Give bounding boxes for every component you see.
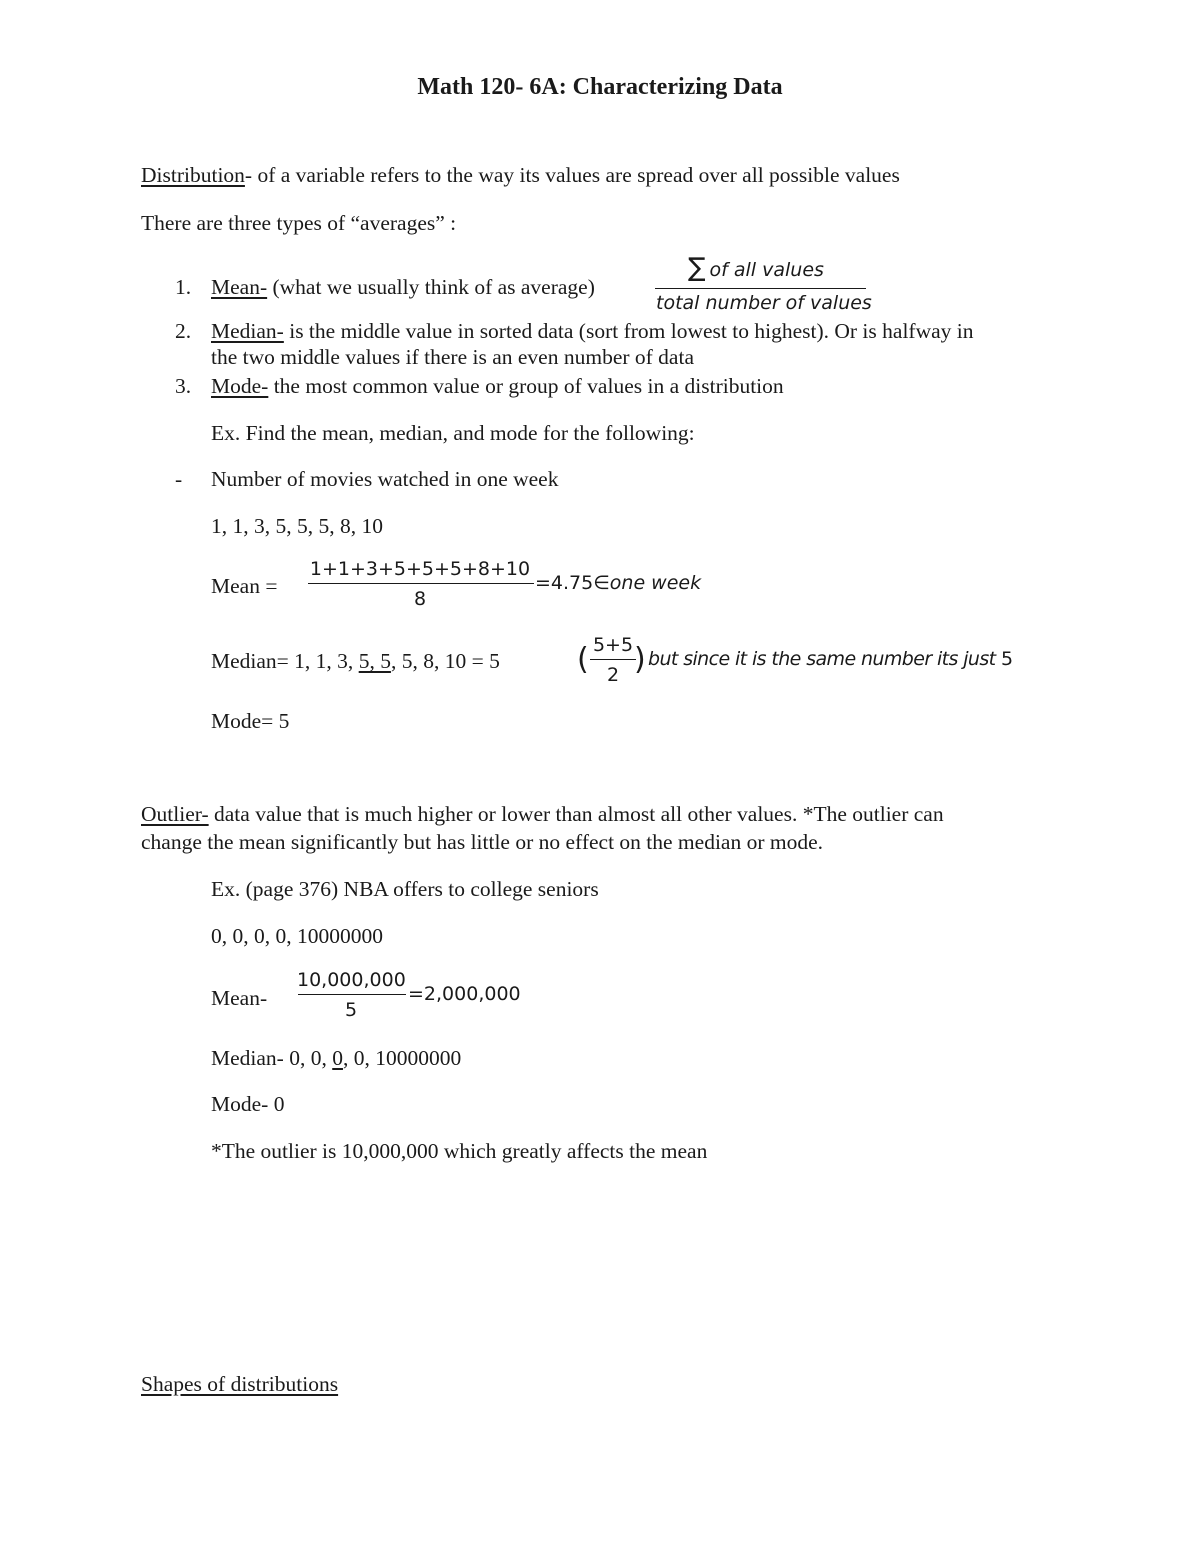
example1-median-note-value: 5 [1000,648,1013,670]
example1-data: 1, 1, 3, 5, 5, 5, 8, 10 [211,514,383,538]
mode-text: the most common value or group of values in a distribution [268,374,784,398]
example2-mean-result: =2,000,000 [408,983,521,1005]
example2-median [211,1045,461,1071]
list-number-1: 1. [175,275,192,299]
example1-median-middle: 5, 5 [358,649,391,673]
mean-term: Mean- [211,275,268,299]
example1-median-frac-den-text: 2 [606,664,620,686]
list-item-mode [211,373,784,399]
example2-mean-denominator [297,999,405,1021]
example1-mean-denominator-text: 8 [413,588,427,610]
example1-median-note [648,648,1012,670]
example2-data: 0, 0, 0, 0, 10000000 [211,924,383,948]
example1-mean-result-value: =4.75∈ [535,572,610,594]
sigma-symbol: ∑ [688,253,706,283]
example1-median-label: Median= 1, 1, 3, [211,649,359,673]
outlier-definition-line2: change the mean significantly but has little or no effect on the median or mode. [141,830,824,854]
median-text-line2: the two middle values if there is an even number of data [211,345,694,369]
example2-mean-numerator [297,969,405,991]
example2-note: *The outlier is 10,000,000 which greatly affects the mean [211,1139,708,1163]
example2-median-post: , 0, 10000000 [342,1046,462,1070]
example2-mean-numerator-text: 10,000,000 [297,969,406,991]
mode-term: Mode- [211,374,269,398]
list-number-3: 3. [175,374,192,398]
example1-median-frac-den [589,664,637,686]
list-number-2: 2. [175,319,192,343]
example1-mean-numerator [308,558,532,580]
example1-mode: Mode= 5 [211,709,290,733]
example1-median-rest: , 5, 8, 10 = 5 [390,649,500,673]
mean-formula-denominator: total number of values [656,292,872,314]
example1-median-frac-num-text: 5+5 [592,634,634,656]
distribution-definition [141,162,900,188]
outlier-text: data value that is much higher or lower than almost all other values. *The outlier can [208,802,944,826]
example1-median-frac-num [589,634,637,656]
example1-median-frac-bar [590,659,636,660]
list-item-median [211,318,974,344]
example1-median-note-text: but since it is the same number its just [648,648,996,670]
example1-mean-result-unit: one week [609,572,702,594]
example1-prompt: Ex. Find the mean, median, and mode for the following: [211,421,695,445]
example1-mean-numerator-text: 1+1+3+5+5+5+8+10 [309,558,531,580]
outlier-term: Outlier- [141,802,209,826]
example2-mean-fraction-bar [298,994,406,995]
mean-formula-fraction-bar [655,288,866,289]
example1-mean-label: Mean = [211,574,278,598]
example2-mean-denominator-text: 5 [344,999,358,1021]
example1-median [211,648,500,674]
left-paren: ( [577,642,589,677]
example1-bullet: - [175,467,183,491]
right-paren: ) [634,642,646,677]
example2-median-middle: 0 [332,1046,343,1070]
page-title: Math 120- 6A: Characterizing Data [417,74,783,100]
averages-intro: There are three types of “averages” : [141,211,457,235]
example1-mean-denominator [308,588,532,610]
example2-mean-label: Mean- [211,986,268,1010]
mean-formula-numerator-text: of all values [709,259,824,281]
outlier-definition [141,801,944,827]
list-item-mean [211,274,595,300]
example1-mean-result [535,572,701,594]
mean-text: (what we usually think of as average) [267,275,595,299]
example2-mode: Mode- 0 [211,1092,285,1116]
example2-median-pre: Median- 0, 0, [211,1046,333,1070]
shapes-heading: Shapes of distributions [141,1372,339,1396]
median-text: is the middle value in sorted data (sort from lowest to highest). Or is halfway in [283,319,974,343]
distribution-text: - of a variable refers to the way its values are spread over all possible values [244,163,900,187]
example1-subject: Number of movies watched in one week [211,467,559,491]
example2-prompt: Ex. (page 376) NBA offers to college seniors [211,877,599,901]
mean-formula-numerator [688,253,824,283]
example1-mean-fraction-bar [308,583,534,584]
median-term: Median- [211,319,284,343]
distribution-term: Distribution [141,163,245,187]
